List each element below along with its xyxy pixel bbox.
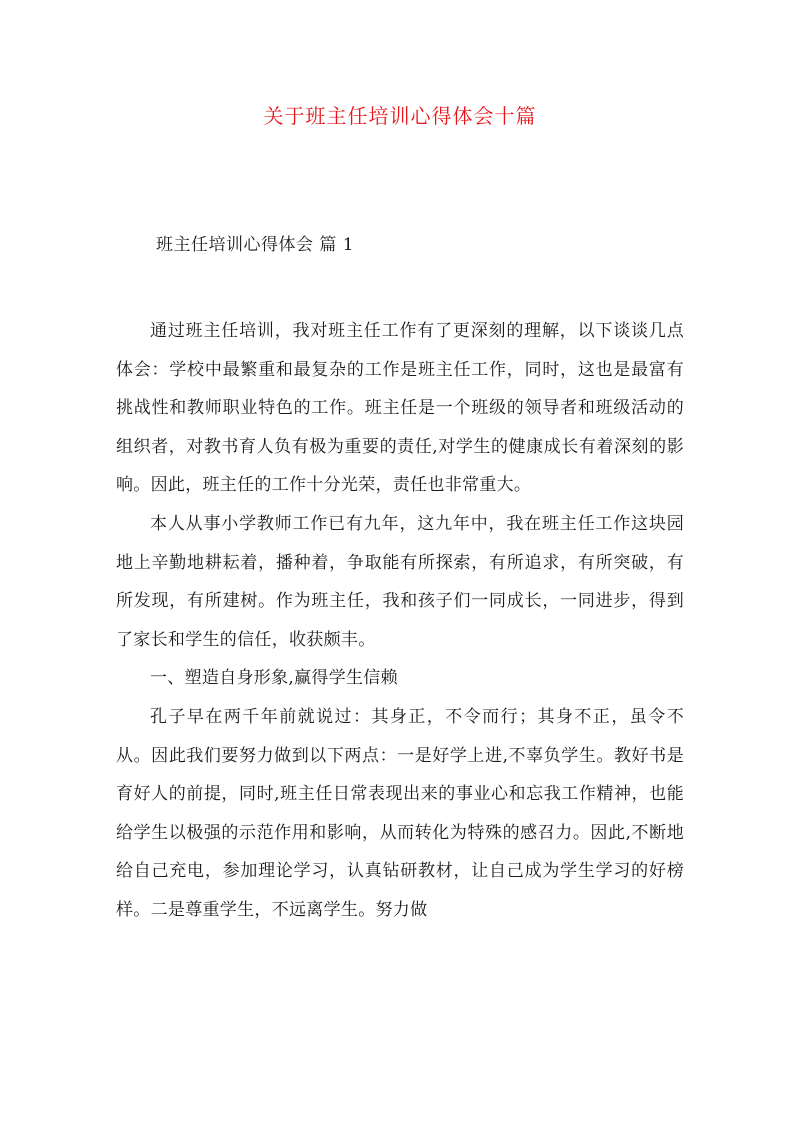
document-title: 关于班主任培训心得体会十篇	[263, 104, 537, 128]
subheading: 一、塑造自身形象,赢得学生信赖	[150, 668, 398, 689]
paragraph: 通过班主任培训，我对班主任工作有了更深刻的理解，以下谈谈几点体会：学校中最繁重和最复杂的工作是班主任工作，同时，这也是最富有挑战性和教师职业特色的工作。班主任是一个班级的领导者和班级活动的组织者，对教书育人负有极为重要的责任,对学生的健康成长有着深刻的影响。因此，班主任的工作十分光荣，责任也非常重大。	[116, 321, 684, 496]
paragraph: 孔子早在两千年前就说过：其身正，不令而行；其身不正，虽令不从。因此我们要努力做到以下两点：一是好学上进,不辜负学生。教好书是育好人的前提，同时,班主任日常表现出来的事业心和忘我工作精神，也能给学生以极强的示范作用和影响，从而转化为特殊的感召力。因此,不断地给自己充电，参加理论学习，认真钻研教材，让自己成为学生学习的好榜样。二是尊重学生，不远离学生。努力做	[116, 706, 684, 920]
document-body	[116, 312, 684, 930]
paragraph: 本人从事小学教师工作已有九年，这九年中，我在班主任工作这块园地上辛勤地耕耘着，播种着，争取能有所探索，有所追求，有所突破，有所发现，有所建树。作为班主任，我和孩子们一同成长，一同进步，得到了家长和学生的信任，收获颇丰。	[116, 513, 684, 650]
section-heading: 班主任培训心得体会 篇 1	[156, 235, 355, 255]
